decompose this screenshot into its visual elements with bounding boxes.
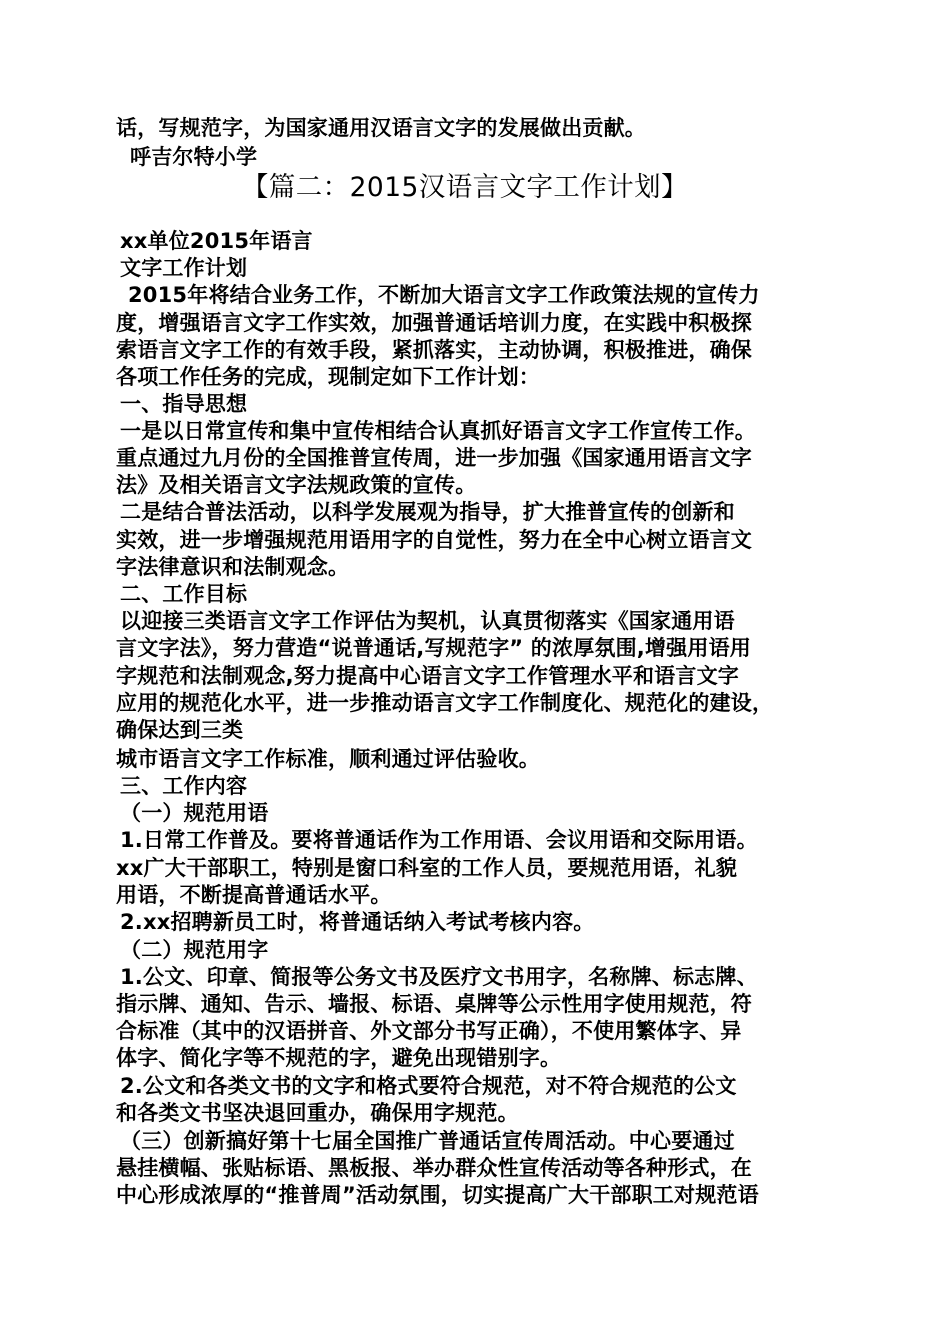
subsection3-line: 中心形成浓厚的“推普周”活动氛围，切实提高广大干部职工对规范语: [116, 1183, 759, 1207]
intro-line: 2015年将结合业务工作，不断加大语言文字工作政策法规的宣传力: [128, 283, 760, 307]
plan-heading-line1: xx单位2015年语言: [120, 229, 313, 253]
section-title: 【篇二：2015汉语言文字工作计划】: [241, 172, 689, 203]
section2-paragraph-line: 应用的规范化水平，进一步推动语言文字工作制度化、规范化的建设，: [116, 691, 774, 715]
subsection3-line: （三）创新搞好第十七届全国推广普通话宣传周活动。中心要通过: [120, 1129, 735, 1153]
section1-paragraph-line: 实效，进一步增强规范用语用字的自觉性，努力在全中心树立语言文: [116, 528, 752, 552]
section3-heading: 三、工作内容: [120, 774, 248, 798]
subsection2-item-line: 指示牌、通知、告示、墙报、标语、桌牌等公示性用字使用规范，符: [116, 992, 752, 1016]
section2-heading: 二、工作目标: [120, 582, 248, 606]
section1-paragraph-line: 二是结合普法活动，以科学发展观为指导，扩大推普宣传的创新和: [120, 500, 735, 524]
section2-paragraph-line: 确保达到三类: [116, 718, 244, 742]
subsection3-line: 悬挂横幅、张贴标语、黑板报、举办群众性宣传活动等各种形式，在: [116, 1156, 752, 1180]
section1-paragraph-line: 一是以日常宣传和集中宣传相结合认真抓好语言文字工作宣传工作。: [120, 419, 756, 443]
plan-heading-line2: 文字工作计划: [120, 256, 248, 280]
previous-section-last-line: 话，写规范字，为国家通用汉语言文字的发展做出贡献。: [116, 116, 646, 140]
subsection1-item-line: 用语，不断提高普通话水平。: [116, 883, 392, 907]
subsection1-item-line: xx广大干部职工，特别是窗口科室的工作人员，要规范用语，礼貌: [116, 856, 738, 880]
section1-paragraph-line: 字法律意识和法制观念。: [116, 555, 350, 579]
intro-line: 各项工作任务的完成，现制定如下工作计划：: [116, 365, 540, 389]
intro-line: 度，增强语言文字工作实效，加强普通话培训力度，在实践中积极探: [116, 311, 752, 335]
subsection1-heading: （一）规范用语: [120, 801, 269, 825]
school-signature: 呼吉尔特小学: [130, 145, 258, 169]
section2-paragraph-line: 城市语言文字工作标准，顺利通过评估验收。: [116, 747, 540, 771]
subsection2-item-line: 合标准（其中的汉语拼音、外文部分书写正确），不使用繁体字、异: [116, 1019, 742, 1043]
section1-paragraph-line: 法》及相关语言文字法规政策的宣传。: [116, 473, 477, 497]
subsection2-heading: （二）规范用字: [120, 938, 269, 962]
section2-paragraph-line: 以迎接三类语言文字工作评估为契机，认真贯彻落实《国家通用语: [120, 609, 735, 633]
subsection2-item-line: 体字、简化字等不规范的字，避免出现错别字。: [116, 1046, 562, 1070]
subsection2-item-line: 和各类文书坚决退回重办，确保用字规范。: [116, 1101, 519, 1125]
subsection2-item-line: 1.公文、印章、简报等公务文书及医疗文书用字，名称牌、标志牌、: [120, 965, 758, 989]
subsection1-item-line: 1.日常工作普及。要将普通话作为工作用语、会议用语和交际用语。: [120, 828, 758, 852]
section1-heading: 一、指导思想: [120, 392, 248, 416]
intro-line: 索语言文字工作的有效手段，紧抓落实，主动协调，积极推进，确保: [116, 338, 752, 362]
section2-paragraph-line: 言文字法》，努力营造“说普通话,写规范字” 的浓厚氛围,增强用语用: [116, 636, 751, 660]
section1-paragraph-line: 重点通过九月份的全国推普宣传周，进一步加强《国家通用语言文字: [116, 446, 752, 470]
section2-paragraph-line: 字规范和法制观念,努力提高中心语言文字工作管理水平和语言文字: [116, 664, 739, 688]
subsection1-item-line: 2.xx招聘新员工时，将普通话纳入考试考核内容。: [120, 910, 595, 934]
subsection2-item-line: 2.公文和各类文书的文字和格式要符合规范，对不符合规范的公文: [120, 1074, 737, 1098]
